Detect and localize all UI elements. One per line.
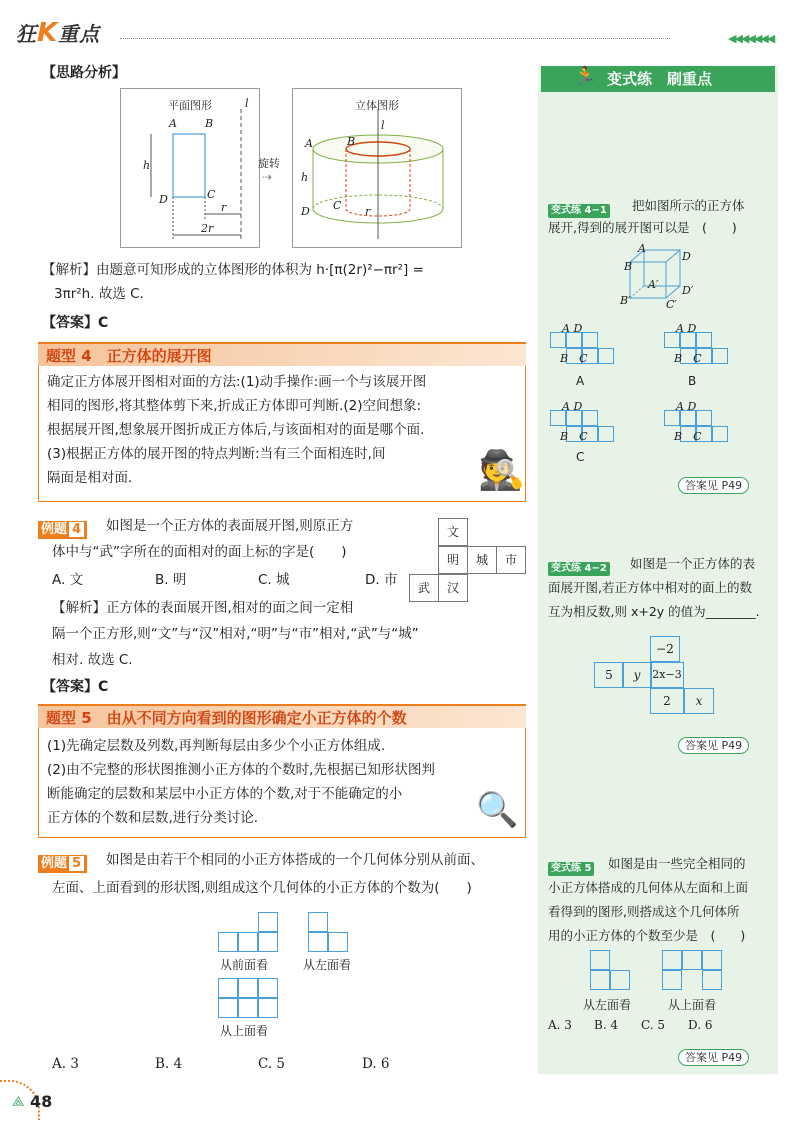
type-4-line: 隔面是相对面. xyxy=(47,470,133,486)
net42-cell: x xyxy=(684,688,714,714)
cube-label: A xyxy=(638,242,646,255)
label-c: C xyxy=(207,188,216,201)
ex5-top-view-label: 从上面看 xyxy=(668,998,717,1012)
rotate-label: 旋转 xyxy=(258,157,280,170)
solid-figure-box xyxy=(292,88,462,248)
front-view-figure xyxy=(218,912,278,952)
net-cell: 武 xyxy=(409,574,439,602)
header-arrows-icon: ◀◀◀◀◀◀◀ xyxy=(728,32,774,45)
net42-cell: 5 xyxy=(594,662,624,688)
runner-mascot-icon: 🏃 xyxy=(574,66,597,87)
example-5-option-b: B. 4 xyxy=(155,1056,183,1072)
solid-figure-title: 立体图形 xyxy=(355,99,399,112)
net-d-labels: A D xyxy=(676,400,697,413)
solid-label-b: B xyxy=(347,135,356,148)
logo-text-k: K xyxy=(37,18,59,48)
example-4-option-c: C. 城 xyxy=(258,572,290,588)
example-4-solution-3: 相对. 故选 C. xyxy=(52,652,133,668)
ex42-answer-badge[interactable]: 答案见 P49 xyxy=(678,734,749,753)
ex42-tag: 变式练 4−2 xyxy=(548,556,610,576)
type-5-box xyxy=(38,728,526,838)
ex5-tag: 变式练 5 xyxy=(548,856,594,876)
cube-label: D xyxy=(682,250,691,263)
type-4-box xyxy=(38,366,526,502)
net-cell: 城 xyxy=(467,546,497,574)
type-5-line: (2)由不完整的形状图推测小正方体的个数时,先根据已知形状图判 xyxy=(47,762,435,778)
net-b-labels-bottom: B C xyxy=(674,352,702,365)
label-a: A xyxy=(169,117,177,130)
page-number: 48 xyxy=(30,1092,53,1111)
ex41-tag: 变式练 4−1 xyxy=(548,198,610,218)
net42-cell: 2 xyxy=(650,688,684,714)
analysis-title: 【思路分析】 xyxy=(42,65,126,81)
example-4-solution-2: 隔一个正方形,则“文”与“汉”相对,“明”与“市”相对,“武”与“城” xyxy=(52,626,419,642)
net42-cell: −2 xyxy=(650,636,680,662)
plane-figure-diagram xyxy=(121,89,261,249)
ex5-q2: 小正方体搭成的几何体从左面和上面 xyxy=(548,880,749,895)
solid-label-c: C xyxy=(333,199,342,212)
cube-label: B xyxy=(624,260,633,273)
ex5-left-view-label: 从左面看 xyxy=(583,998,632,1012)
top-view-label: 从上面看 xyxy=(220,1024,269,1038)
net-cell: 文 xyxy=(438,518,468,546)
label-l: l xyxy=(245,97,249,110)
front-view-label: 从前面看 xyxy=(220,958,269,972)
ex5-left-view xyxy=(590,950,630,990)
compass-icon: ⟁ xyxy=(12,1094,25,1110)
type-5-line: 正方体的个数和层数,进行分类讨论. xyxy=(47,810,259,826)
ex41-option-b-label: B xyxy=(688,374,697,388)
rotate-arrow-icon: ⇢ xyxy=(262,170,273,184)
net-a-labels: A D xyxy=(562,322,583,335)
ex5-q3: 看得到的图形,则搭成这个几何体所 xyxy=(548,904,740,919)
label-2r: 2r xyxy=(201,222,214,235)
example-5-option-d: D. 6 xyxy=(362,1056,390,1072)
left-view-label: 从左面看 xyxy=(303,958,352,972)
type-4-line: (3)根据正方体的展开图的特点判断:当有三个面相连时,间 xyxy=(47,446,386,462)
ex42-q3: 互为相反数,则 x+2y 的值为________. xyxy=(548,604,760,619)
ex41-option-a-label: A xyxy=(576,374,585,388)
type-4-header: 题型 4 正方体的展开图 xyxy=(38,342,526,368)
solution-line-1: 【解析】由题意可知形成的立体图形的体积为 h·[π(2r)²−πr²] = xyxy=(42,262,424,278)
solid-label-a: A xyxy=(305,137,313,150)
type-5-line: (1)先确定层数及列数,再判断每层由多少个小正方体组成. xyxy=(47,738,386,754)
cube-label: D′ xyxy=(682,284,694,297)
net-d-labels-bottom: B C xyxy=(674,430,702,443)
detective-mascot-icon: 🕵 xyxy=(478,448,526,492)
brand-logo xyxy=(16,18,100,48)
example-4-label: 例题 4 xyxy=(38,518,87,539)
type-4-line: 相同的图形,将其整体剪下来,折成正方体即可判断.(2)空间想象: xyxy=(47,398,422,414)
ex5-answer-badge[interactable]: 答案见 P49 xyxy=(678,1046,749,1065)
ex41-option-c-label: C xyxy=(576,450,585,464)
net-b-labels: A D xyxy=(676,322,697,335)
logo-text-b: 重点 xyxy=(58,22,101,46)
example-5-q2: 左面、上面看到的形状图,则组成这个几何体的小正方体的个数为( ) xyxy=(52,880,472,896)
net-c-labels: A D xyxy=(562,400,583,413)
ex5-option-d: D. 6 xyxy=(688,1018,713,1032)
net-cell: 市 xyxy=(496,546,526,574)
example-5-q1: 如图是由若干个相同的小正方体搭成的一个几何体分别从前面、 xyxy=(106,852,484,868)
ex5-top-view xyxy=(662,950,722,990)
solid-label-l: l xyxy=(381,119,385,132)
example-5-label: 例题 5 xyxy=(38,852,87,873)
ex5-option-a: A. 3 xyxy=(548,1018,572,1032)
plane-figure-box xyxy=(120,88,260,248)
solid-label-d: D xyxy=(301,205,310,218)
cube-label: B′ xyxy=(620,294,631,307)
example-5-option-a: A. 3 xyxy=(52,1056,79,1072)
label-r: r xyxy=(221,201,227,214)
magnifier-mascot-icon: 🔍 xyxy=(476,790,519,830)
label-d: D xyxy=(159,193,168,206)
type-4-line: 根据展开图,想象展开图折成正方体后,与该面相对的面是哪个面. xyxy=(47,422,425,438)
solid-label-r: r xyxy=(365,205,371,218)
cube-label: A′ xyxy=(648,278,659,291)
net42-cell: 2x−3 xyxy=(650,662,684,688)
practice-panel-header: 变式练 刷重点 xyxy=(541,66,775,92)
ex5-q4: 用的小正方体的个数至少是 ( ) xyxy=(548,928,746,943)
top-view-figure xyxy=(218,978,278,1018)
ex41-answer-badge[interactable]: 答案见 P49 xyxy=(678,474,749,493)
ex5-option-b: B. 4 xyxy=(594,1018,619,1032)
answer-4: 【答案】C xyxy=(42,679,109,695)
example-4-option-b: B. 明 xyxy=(155,572,187,588)
ex42-q1: 如图是一个正方体的表 xyxy=(630,556,756,571)
answer-3: 【答案】C xyxy=(42,315,109,331)
label-h: h xyxy=(143,159,151,172)
header-dotted-line xyxy=(120,38,670,39)
ex41-q2: 展开,得到的展开图可以是 ( ) xyxy=(548,220,737,235)
example-4-q2: 体中与“武”字所在的面相对的面上标的字是( ) xyxy=(52,544,347,560)
example-5-option-c: C. 5 xyxy=(258,1056,286,1072)
example-4-solution-1: 【解析】正方体的表面展开图,相对的面之间一定相 xyxy=(52,600,354,616)
type-5-header: 题型 5 由从不同方向看到的图形确定小正方体的个数 xyxy=(38,704,526,730)
net-a-labels-bottom: B C xyxy=(560,352,588,365)
net42-cell: y xyxy=(622,662,652,688)
cylinder-diagram xyxy=(293,89,463,249)
net-cell: 明 xyxy=(438,546,468,574)
ex5-option-c: C. 5 xyxy=(641,1018,666,1032)
label-b: B xyxy=(205,117,214,130)
ex42-q2: 面展开图,若正方体中相对的面上的数 xyxy=(548,580,752,595)
net-cell: 汉 xyxy=(438,574,468,602)
example-4-option-d: D. 市 xyxy=(365,572,398,588)
example-4-option-a: A. 文 xyxy=(52,572,84,588)
solid-label-h: h xyxy=(301,171,309,184)
type-5-line: 断能确定的层数和某层中小正方体的个数,对于不能确定的小 xyxy=(47,786,403,802)
left-view-figure xyxy=(308,912,348,952)
logo-text-a: 狂 xyxy=(16,22,37,46)
plane-figure-title: 平面图形 xyxy=(168,99,212,112)
solution-line-2: 3πr²h. 故选 C. xyxy=(54,286,144,302)
ex5-q1: 如图是由一些完全相同的 xyxy=(608,856,746,871)
cube-label: C′ xyxy=(666,298,677,311)
net-c-labels-bottom: B C xyxy=(560,430,588,443)
ex41-q1: 把如图所示的正方体 xyxy=(632,198,745,213)
example-4-q1: 如图是一个正方体的表面展开图,则原正方 xyxy=(106,518,354,534)
type-4-line: 确定正方体展开图相对面的方法:(1)动手操作:画一个与该展开图 xyxy=(47,374,427,390)
